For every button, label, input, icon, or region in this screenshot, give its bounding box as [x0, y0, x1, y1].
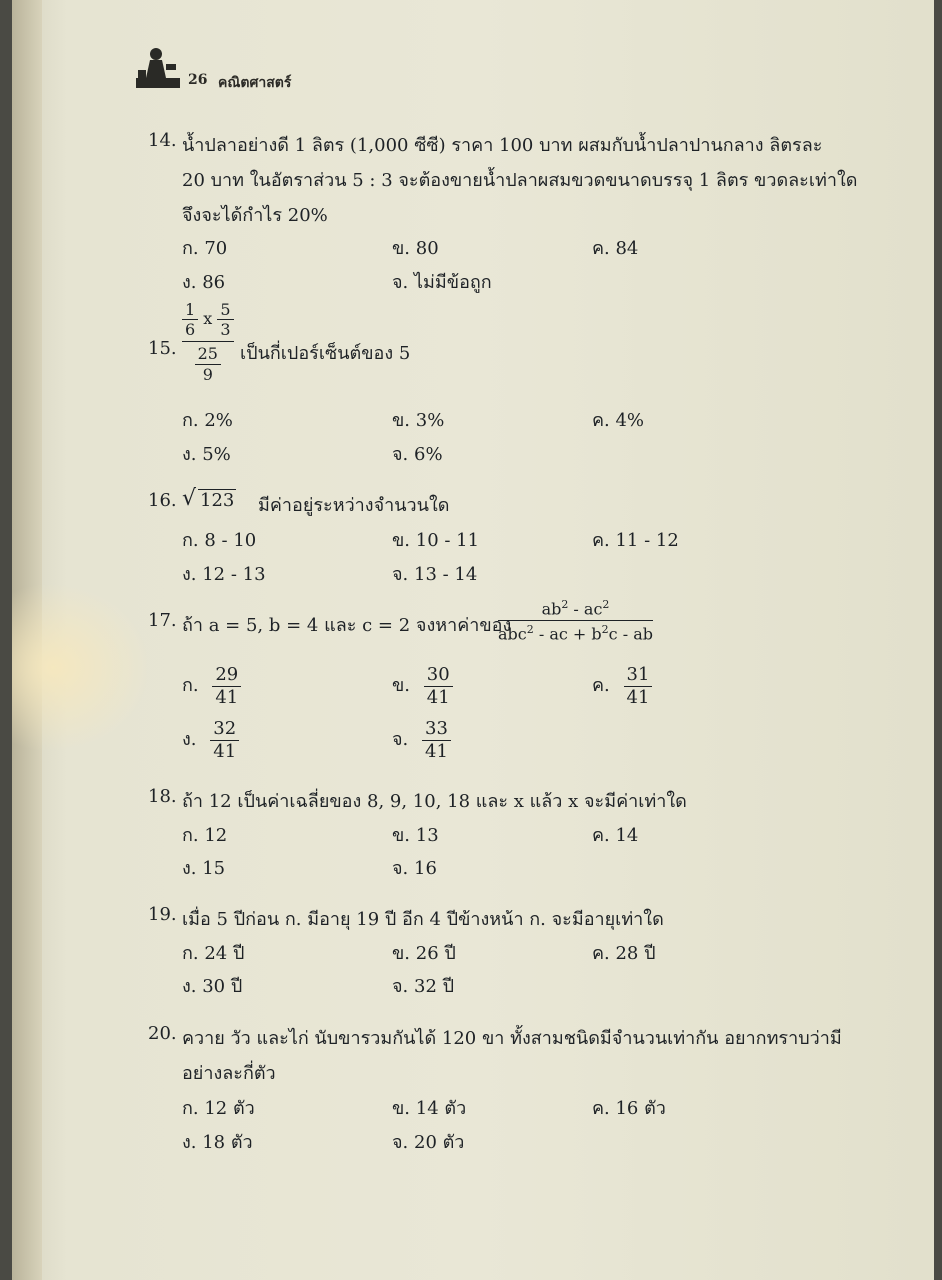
fraction-denominator: abc$^2$ - ac + $b^2c$ - ab	[498, 623, 653, 644]
option-c: ค. 4%	[592, 410, 645, 431]
question-text: ถ้า a = 5, b = 4 และ c = 2 จงหาค่าของ	[182, 615, 512, 636]
option-c	[592, 664, 652, 708]
option-d: ง. 15	[182, 858, 226, 879]
fraction-denominator: 41	[626, 686, 650, 708]
fraction-denominator: 41	[215, 686, 239, 708]
fraction-denominator: 41	[213, 740, 237, 762]
fraction-denominator: 6	[185, 320, 196, 340]
option-b: ข. 80	[392, 238, 439, 259]
option-d: ง. 30 ปี	[182, 976, 243, 997]
fraction-numerator: 1	[182, 300, 198, 320]
option-a: ก. 24 ปี	[182, 943, 245, 964]
option-e: จ. 6%	[392, 444, 443, 465]
option-e: จ. ไม่มีข้อถูก	[392, 272, 492, 293]
option-a: ก. 12	[182, 825, 228, 846]
option-d: ง. 12 - 13	[182, 564, 266, 585]
option-d: ง. 86	[182, 272, 226, 293]
page-header	[130, 44, 430, 94]
option-label: ก.	[182, 675, 199, 697]
option-b: ข. 3%	[392, 410, 445, 431]
option-d: ง. 5%	[182, 444, 231, 465]
option-b: ข. 10 - 11	[392, 530, 480, 551]
fraction-denominator: 41	[426, 686, 450, 708]
page-number: 26	[188, 72, 208, 88]
option-e: จ. 13 - 14	[392, 564, 478, 585]
option-label: ง.	[182, 729, 197, 751]
question-text: มีค่าอยู่ระหว่างจำนวนใด	[258, 495, 450, 516]
option-label: ข.	[392, 675, 411, 697]
fraction-numerator: 32	[210, 718, 239, 741]
book-title: คณิตศาสตร์	[218, 75, 292, 91]
question-number: 20.	[148, 1023, 177, 1044]
algebraic-fraction	[498, 598, 653, 644]
times-sign: x	[203, 309, 213, 329]
question-number: 18.	[148, 786, 177, 807]
paper-stain	[12, 585, 147, 750]
question-number: 16.	[148, 490, 177, 511]
option-a: ก. 2%	[182, 410, 233, 431]
fraction-numerator: 31	[624, 664, 653, 687]
fraction-numerator: 30	[424, 664, 453, 687]
option-b: ข. 13	[392, 825, 439, 846]
option-e	[392, 718, 451, 762]
question-number: 17.	[148, 610, 177, 631]
fraction-numerator: $ab^2 - ac^2$	[498, 598, 653, 621]
option-a: ก. 8 - 10	[182, 530, 257, 551]
option-b: ข. 14 ตัว	[392, 1098, 467, 1119]
fraction-numerator: 33	[422, 718, 451, 741]
radical-sign-icon: √	[182, 486, 197, 511]
question-number: 15.	[148, 338, 177, 359]
option-c: ค. 16 ตัว	[592, 1098, 666, 1119]
option-e: จ. 20 ตัว	[392, 1132, 465, 1153]
option-d: ง. 18 ตัว	[182, 1132, 253, 1153]
option-c: ค. 84	[592, 238, 639, 259]
figure-logo-icon	[130, 44, 182, 92]
option-a: ก. 12 ตัว	[182, 1098, 255, 1119]
question-text: น้ำปลาอย่างดี 1 ลิตร (1,000 ซีซี) ราคา 100 บาท ผสมกับน้ำปลาปานกลาง ลิตรละ	[182, 135, 823, 156]
option-c: ค. 11 - 12	[592, 530, 679, 551]
fraction-numerator: 29	[212, 664, 241, 687]
option-a	[182, 664, 241, 708]
fraction-numerator: 25	[195, 344, 221, 364]
question-text: ถ้า 12 เป็นค่าเฉลี่ยของ 8, 9, 10, 18 และ x แล้ว x จะมีค่าเท่าใด	[182, 791, 687, 812]
fraction-numerator: 5	[217, 300, 233, 320]
option-b	[392, 664, 453, 708]
question-text: จึงจะได้กำไร 20%	[182, 205, 328, 226]
question-text: เป็นกี่เปอร์เซ็นต์ของ 5	[240, 343, 411, 364]
fraction-denominator: 41	[425, 740, 448, 762]
question-text: ควาย วัว และไก่ นับขารวมกันได้ 120 ขา ทั้งสามชนิดมีจำนวนเท่ากัน อยากทราบว่ามี	[182, 1028, 842, 1049]
option-d	[182, 718, 239, 762]
option-label: ค.	[592, 675, 610, 697]
radicand: 123	[200, 490, 235, 511]
question-text: อย่างละกี่ตัว	[182, 1063, 276, 1084]
question-text: 20 บาท ในอัตราส่วน 5 : 3 จะต้องขายน้ำปลาผสมขวดขนาดบรรจุ 1 ลิตร ขวดละเท่าใด	[182, 170, 858, 191]
option-b: ข. 26 ปี	[392, 943, 456, 964]
question-text: เมื่อ 5 ปีก่อน ก. มีอายุ 19 ปี อีก 4 ปีข้างหน้า ก. จะมีอายุเท่าใด	[182, 909, 664, 930]
question-number: 19.	[148, 904, 177, 925]
option-a: ก. 70	[182, 238, 228, 259]
fraction-denominator: 3	[220, 320, 231, 340]
option-label: จ.	[392, 729, 409, 751]
question-number: 14.	[148, 130, 177, 151]
option-e: จ. 32 ปี	[392, 976, 455, 997]
complex-fraction	[182, 300, 234, 384]
option-c: ค. 28 ปี	[592, 943, 656, 964]
option-e: จ. 16	[392, 858, 437, 879]
option-c: ค. 14	[592, 825, 639, 846]
fraction-denominator: 9	[202, 364, 213, 384]
